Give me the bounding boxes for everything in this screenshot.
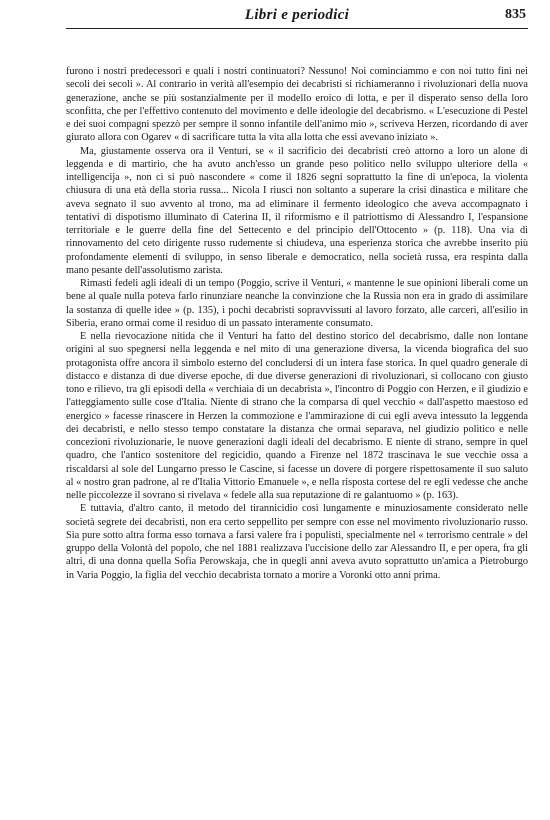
paragraph-3: Rimasti fedeli agli ideali di un tempo (Poggio, scrive il Venturi, « mantenne le sue opinioni liberali come un bene al quale nulla poteva farlo rinunziare neanche la convinzione che la Russia non era in grado di assimilare la sostanza di quelle idee » (p. 135), i pochi decabristi sopravvissuti al lavoro forzato, alle carceri, all'esilio in Siberia, erano ormai come il residuo di un passato interamente consumato. bbox=[66, 278, 528, 329]
running-header bbox=[66, 4, 528, 29]
body-text bbox=[66, 65, 528, 582]
paragraph-4: E nella rievocazione nitida che il Venturi ha fatto del destino storico del decabrismo, dalle non lontane origini al suo spegnersi nella leggenda e nel mito di una generazione diversa, la vicenda biografica del suo protagonista offre ancora il simbolo esterno del concludersi di un intera fase storica. In quel quadro generale di distacco e distanza di due diverse epoche, di due diverse generazioni di rivoluzionari, si collocano con giusto tono e rilievo, tra gli episodi della « verchiaia di un decabrista », l'incontro di Poggio con Herzen, e il giudizio e l'atteggiamento sulle cose d'Italia. Niente di strano che la comparsa di quel vecchio « dall'aspetto maestoso ed energico » facesse rinascere in Herzen la commozione e l'ammirazione di cui egli aveva intessuto la leggenda dei decabristi, e nello stesso tempo constatare la distanza che ormai separava, nel giudizio politico e nelle concezioni rivoluzionarie, le nuove generazioni dagli ideali del decabrismo. E niente di strano, sempre in quel quadro, che l'antico sostenitore del regicidio, quando a Firenze nel 1872 trascinava le sue vecchie ossa a riscaldarsi al sole del Lungarno presso le Cascine, si facesse un dovere di porgere rispettosamente il suo saluto al « nostro gran padrone, al re d'Italia Vittorio Emanuele », e nella risposta cortese del re egli vedesse che anche nelle piccolezze il sovrano si rivelava « fedele alla sua reputazione di re galantuomo » (p. 163). bbox=[66, 331, 528, 501]
page-number: 835 bbox=[505, 7, 526, 22]
paragraph-2: Ma, giustamente osserva ora il Venturi, se « il sacrificio dei decabristi creò attorno a loro un alone di leggenda e di martirio, che ha avuto anch'esso un grande peso politico nello sviluppo ulteriore della « intelligencija », non ci si può nascondere « come il 1826 segni soprattutto la fine di un'epoca, la violenta chiusura di una età della storia russa... Nicola I riuscì non soltanto a superare la crisi dinastica e militare che aveva segnato il suo avvento al trono, ma ad eliminare il fermento ideologico che aveva accompagnato i tentativi di dispotismo illuminato di Caterina II, il riformismo e il patriottismo di Alessandro I, l'espansione territoriale e le guerre della fine del Settecento e del principio dell'Ottocento » (p. 118). Una via di rinnovamento del ceto dirigente russo rudemente si chiudeva, una esperienza storica che avrebbe inserito più profondamente elementi di sviluppo, in senso liberale e democratico, nella società russa, era respinta dalla mano pesante dell'assolutismo zarista. bbox=[66, 145, 528, 276]
paragraph-1: furono i nostri predecessori e quali i nostri continuatori? Nessuno! Noi cominciammo e con noi tutto finì nei secoli dei secoli ». Al contrario in verità all'esempio dei decabristi si richiameranno i rivoluzionari della nuova generazione, anche se più sostanzialmente per il modello eroico di lotta, e per il disperato senso della loro sconfitta, che per l'effettivo contenuto del movimento e delle ideologie del decabrismo. « L'esecuzione di Pestel e dei suoi compagni spezzò per sempre il sonno infantile dell'animo mio », scriveva Herzen, ricordando di aver giurato allora con Ogarev « di sacrificare tutta la vita alla lotta che essi avevano iniziato ». bbox=[66, 66, 528, 144]
running-title: Libri e periodici bbox=[244, 7, 350, 23]
paragraph-5: E tuttavia, d'altro canto, il metodo del tirannicidio così lungamente e minuziosamente considerato nelle società segrete dei decabristi, non era certo seppellito per sempre con esse nel movimento rivoluzionario russo. Sia pure sotto altra forma esso tornava a farsi valere fra i populisti, specialmente nel « terrorismo centrale » del gruppo della Volontà del popolo, che nel 1881 realizzava l'uccisione dello zar Alessandro II, e per opera, fra gli altri, di una donna quella Sofia Perowskaja, che in quegli anni aveva avuto soprattutto un'amica a Pietroburgo in Varia Poggio, la figlia del vecchio decabrista tornato a morire a Voronki otto anni prima. bbox=[66, 503, 528, 581]
